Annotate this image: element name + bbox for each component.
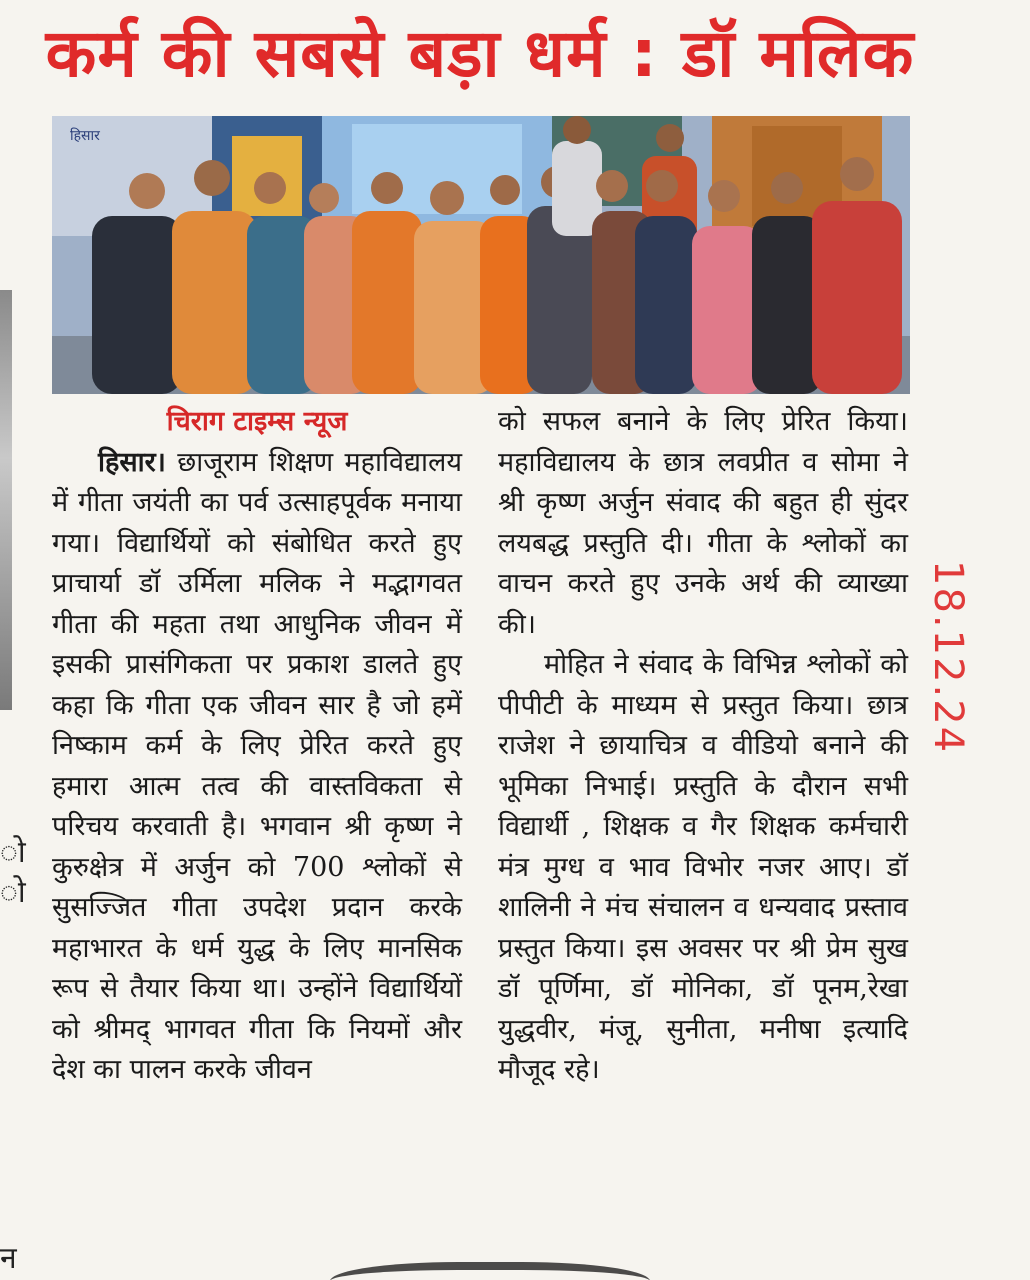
group-photo-illustration <box>52 116 910 394</box>
next-article-headline-cut <box>330 1262 650 1280</box>
adjacent-article-fragment: न <box>0 1241 17 1276</box>
paragraph: मोहित ने संवाद के विभिन्न श्लोकों को पीपीटी के माध्यम से प्रस्तुत किया। छात्र राजेश ने छायाचित्र व वीडियो बनाने की भूमिका निभाई। प्रस्तुति के दौरान सभी विद्यार्थी , शिक्षक व गैर शिक्षक कर्मचारी मंत्र मुग्ध व भाव विभोर नजर आए। डॉ शालिनी ने मंच संचालन व धन्यवाद प्रस्ताव प्रस्तुत किया। इस अवसर पर श्री प्रेम सुख डॉ पूर्णिमा, डॉ मोनिका, डॉ पूनम,रेखा युद्धवीर, मंजू, सुनीता, मनीषा इत्यादि मौजूद रहे। <box>498 649 908 1085</box>
adjacent-article-fragment: ो <box>0 835 26 870</box>
news-photo <box>52 116 910 394</box>
adjacent-article-photo-edge <box>0 290 12 710</box>
publication-date: 18.12.24 <box>925 560 971 755</box>
body-text: छाजूराम शिक्षण महाविद्यालय में गीता जयंती का पर्व उत्साहपूर्वक मनाया गया। विद्यार्थियों को संबोधित करते हुए प्राचार्या डॉ उर्मिला मलिक ने मद्भागवत गीता की महता तथा आधुनिक जीवन में इसकी प्रासंगिकता पर प्रकाश डालते हुए कहा कि गीता एक जीवन सार है जो हमें निष्काम कर्म के लिए प्रेरित करते हुए हमारा आत्म तत्व की वास्तविकता से परिचय करवाती है। भगवान श्री कृष्ण ने कुरुक्षेत्र में अर्जुन को 700 श्लोकों से सुसज्जित गीता उपदेश प्रदान करके महाभारत के धर्म युद्ध के लिए मानसिक रूप से तैयार किया था। उन्होंने विद्यार्थियों को श्रीमद् भागवत गीता कि नियमों और देश का पालन करके जीवन <box>52 446 462 1085</box>
byline: चिराग टाइम्स न्यूज <box>166 406 348 437</box>
adjacent-article-fragment: ो <box>0 875 26 910</box>
headline: कर्म की सबसे बड़ा धर्म : डॉ मलिक <box>45 15 915 92</box>
article-column-left <box>52 402 462 1091</box>
dateline: हिसार। <box>98 446 166 478</box>
paragraph <box>52 443 462 1091</box>
photo-sign-text: हिसार <box>70 128 100 144</box>
paragraph: को सफल बनाने के लिए प्रेरित किया। महाविद्यालय के छात्र लवप्रीत व सोमा ने श्री कृष्ण अर्जुन संवाद की बहुत ही सुंदर लयबद्ध प्रस्तुति दी। गीता के श्लोकों का वाचन करते हुए उनके अर्थ की व्याख्या की। <box>498 406 908 640</box>
article-column-right <box>498 402 908 1091</box>
